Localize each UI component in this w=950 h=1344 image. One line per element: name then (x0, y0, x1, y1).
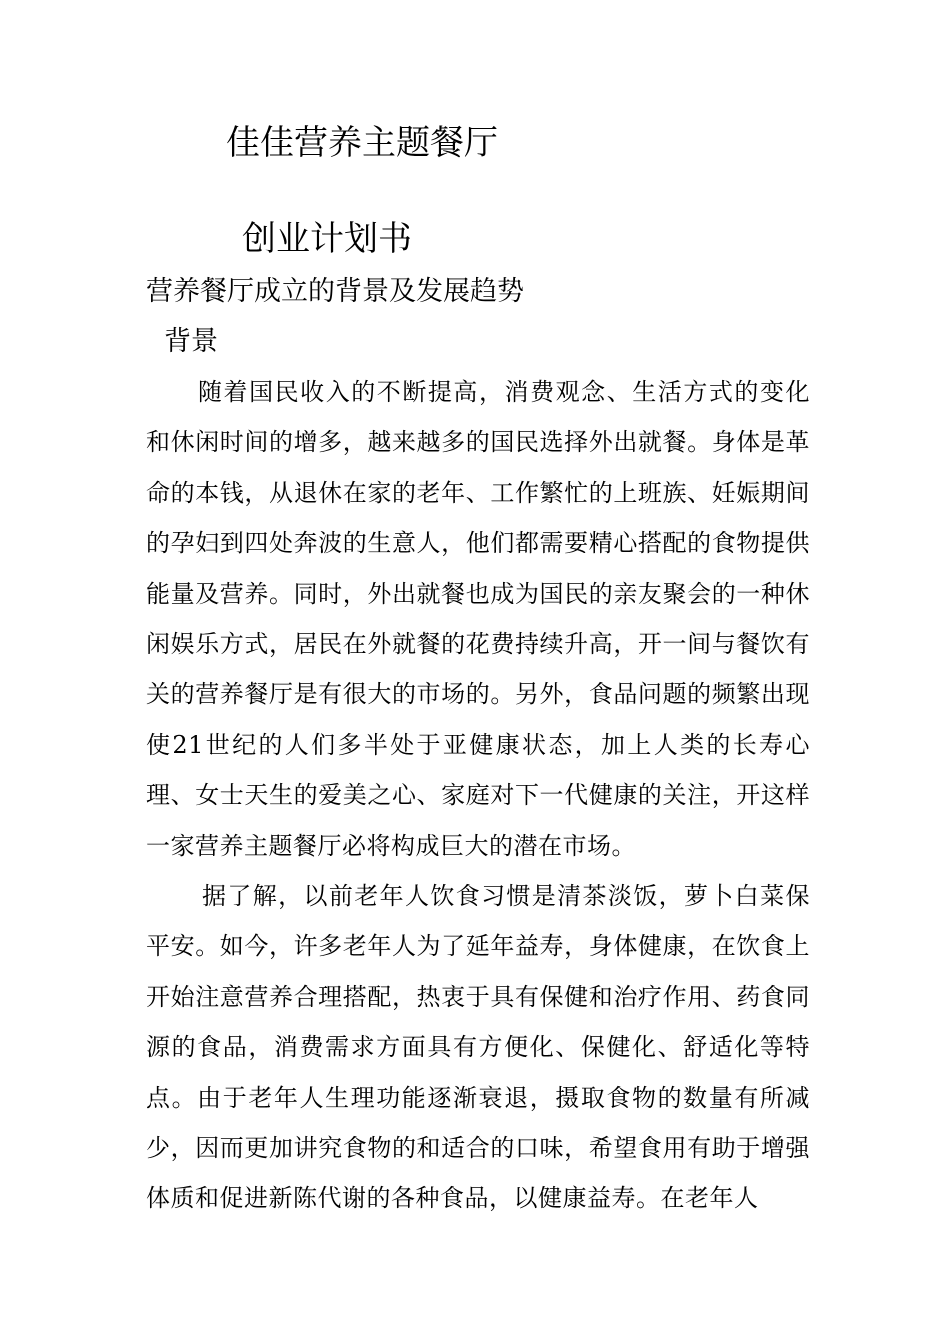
document-title: 佳佳营养主题餐厅 (226, 123, 498, 163)
sub-heading-background: 背景 (164, 326, 218, 357)
section-heading: 营养餐厅成立的背景及发展趋势 (146, 276, 524, 307)
document-subtitle: 创业计划书 (242, 219, 412, 259)
body-paragraph-1: 随着国民收入的不断提高，消费观念、生活方式的变化和休闲时间的增多，越来越多的国民选择外出就餐。身体是革命的本钱，从退休在家的老年、工作繁忙的上班族、妊娠期间的孕妇到四处奔波的生意人，他们都需要精心搭配的食物提供能量及营养。同时，外出就餐也成为国民的亲友聚会的一种休闲娱乐方式，居民在外就餐的花费持续升高，开一间与餐饮有关的营养餐厅是有很大的市场的。另外，食品问题的频繁出现使21世纪的人们多半处于亚健康状态，加上人类的长寿心理、女士天生的爱美之心、家庭对下一代健康的关注，开这样一家营养主题餐厅必将构成巨大的潜在市场。 (146, 378, 810, 860)
body-paragraph-2: 据了解，以前老年人饮食习惯是清茶淡饭，萝卜白菜保平安。如今，许多老年人为了延年益寿，身体健康，在饮食上开始注意营养合理搭配，热衷于具有保健和治疗作用、药食同源的食品，消费需求方面具有方便化、保健化、舒适化等特点。由于老年人生理功能逐渐衰退，摄取食物的数量有所减少，因而更加讲究食物的和适合的口味，希望食用有助于增强体质和促进新陈代谢的各种食品，以健康益寿。在老年人 (146, 882, 810, 1213)
